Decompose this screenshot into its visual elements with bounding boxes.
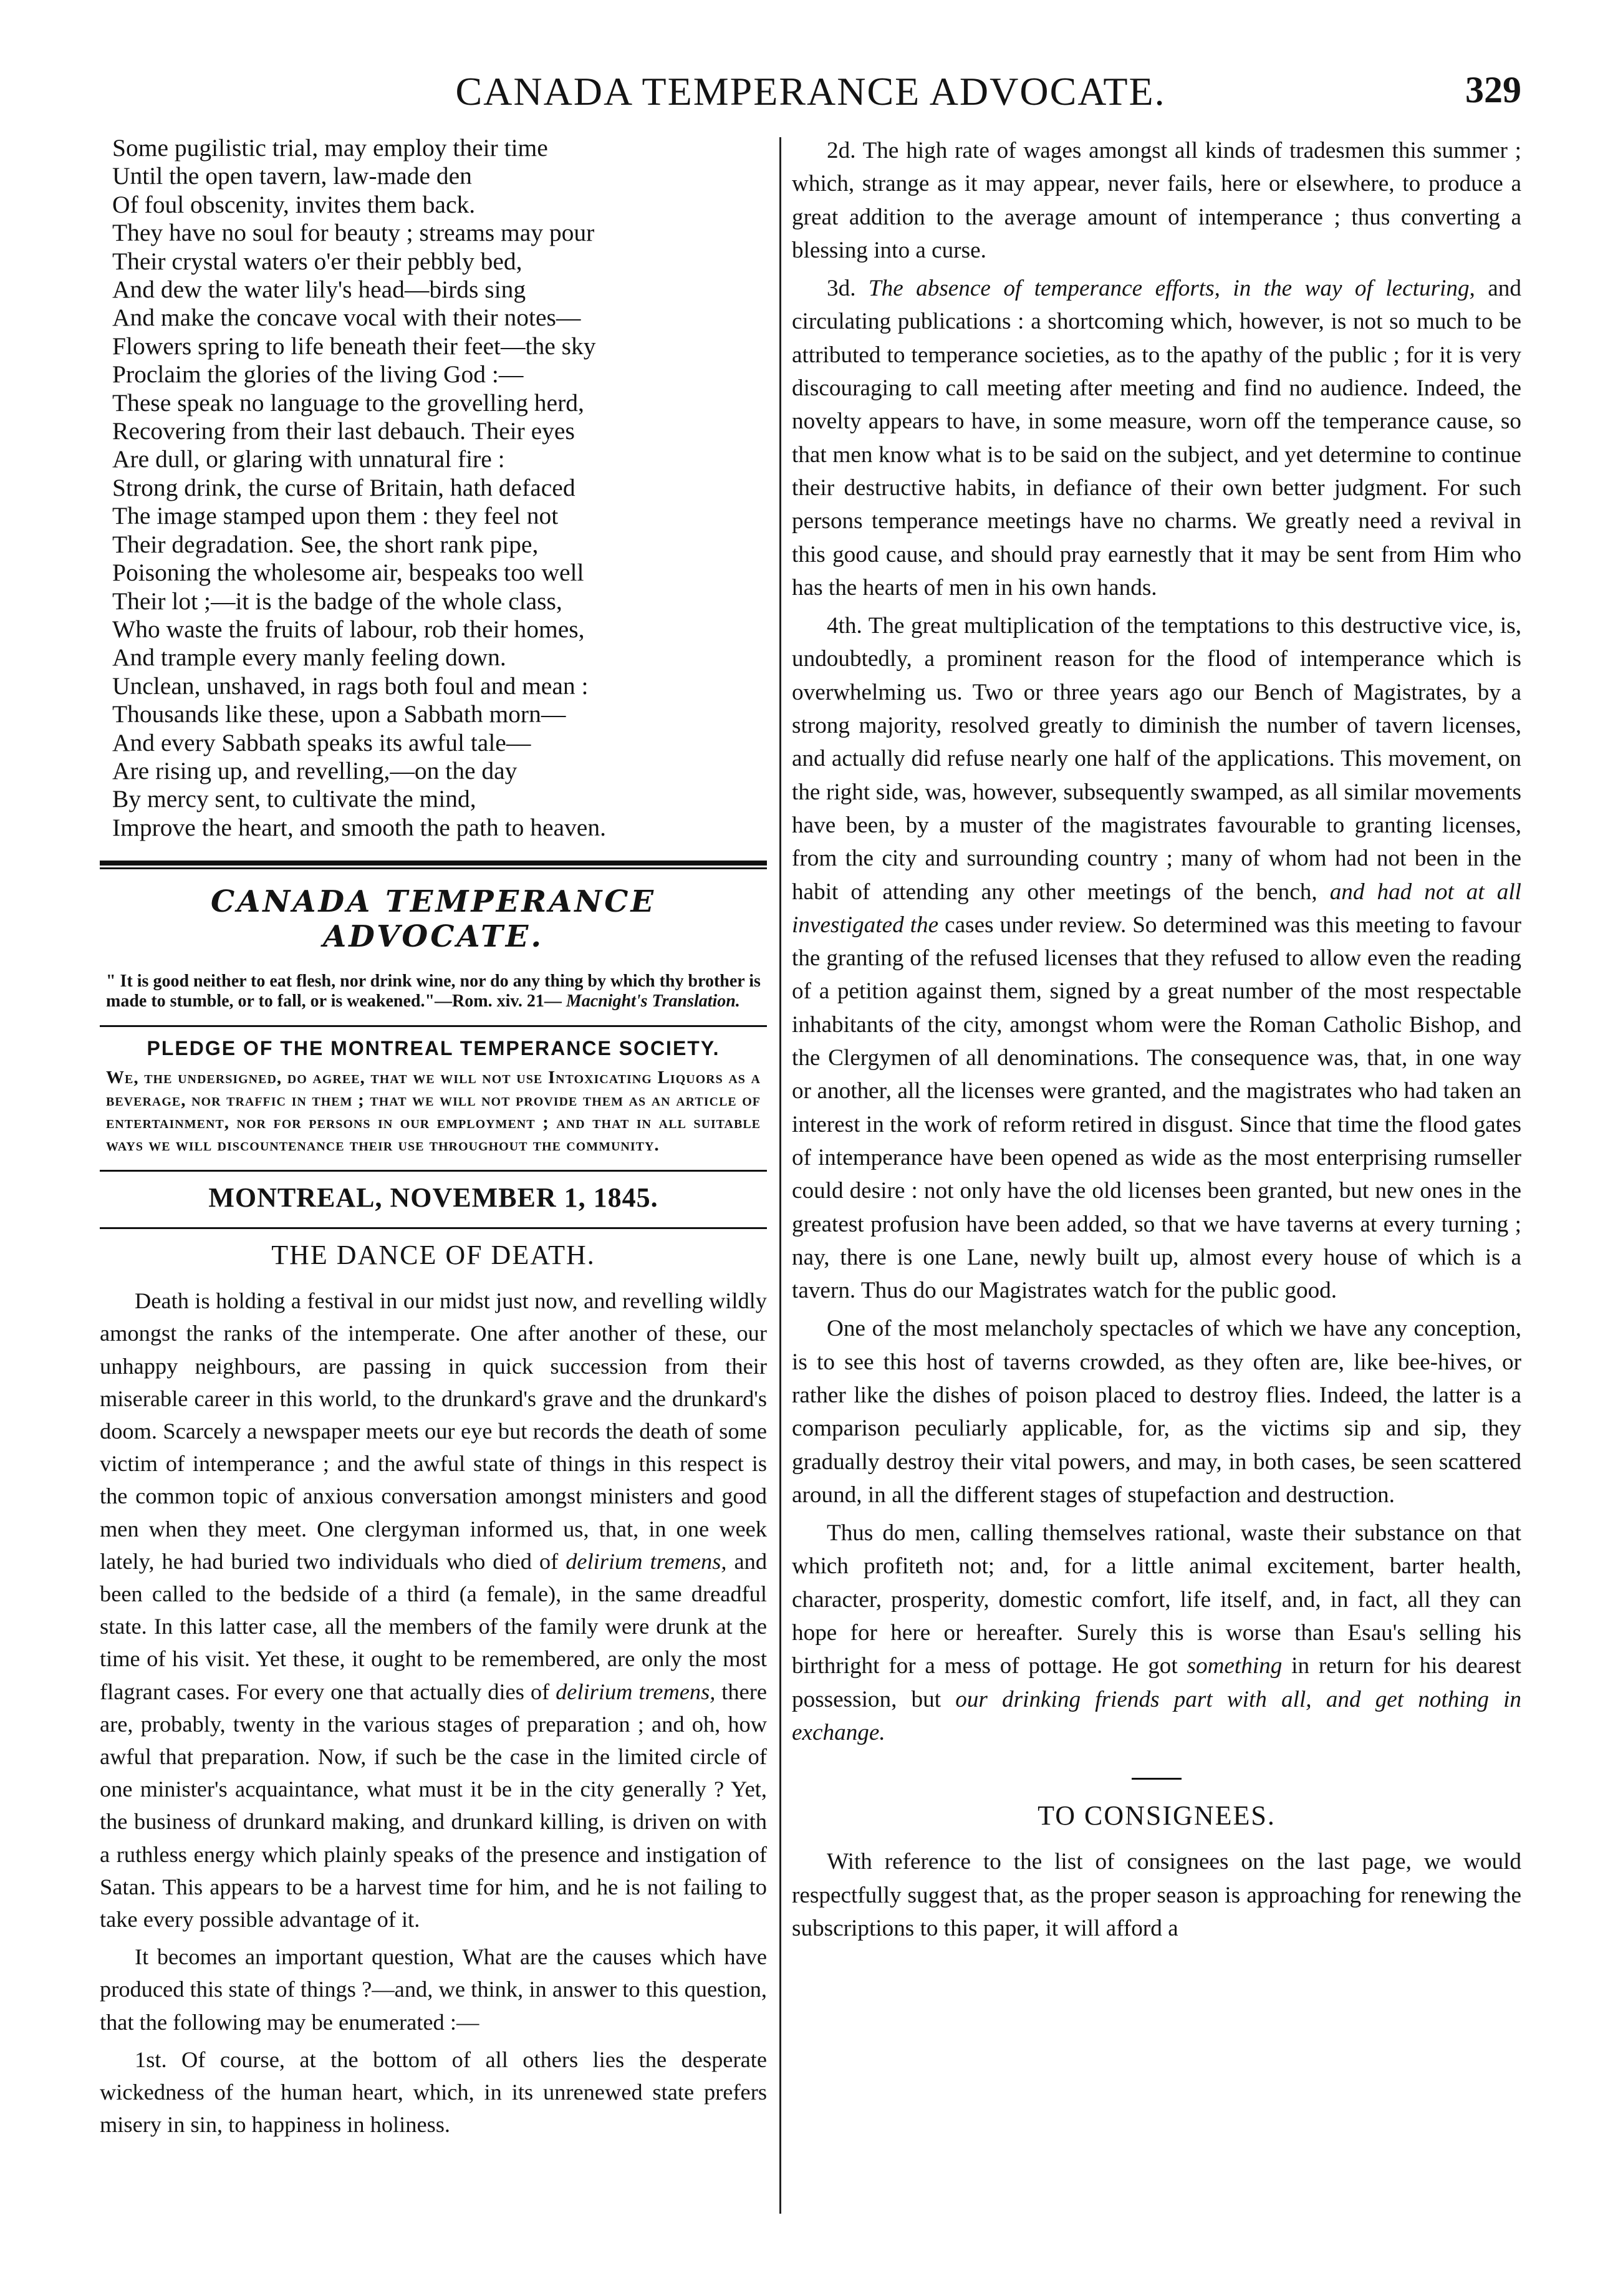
poem-line: Improve the heart, and smooth the path to heaven. <box>112 813 606 841</box>
section-rule <box>100 1025 767 1027</box>
poem-line: Recovering from their last debauch. Their eyes <box>112 417 575 445</box>
motto-text: " It is good neither to eat flesh, nor drink wine, nor do any thing by which thy brother is made to stumble, or to fall, or is weakened."—Rom. xiv. 21— <box>106 972 761 1011</box>
section-rule <box>100 1227 767 1229</box>
running-head <box>100 69 1521 125</box>
pledge-body: We, the undersigned, do agree, that we will not use Intoxicating Liquors as a beverage, nor traffic in them ; that we will not provide them as an article of entertainment, nor for persons in our employment ; and that in all suitable ways we will discountenance their use throughout the community. <box>106 1068 761 1155</box>
page-number: 329 <box>1465 69 1521 110</box>
article-paragraph: 1st. Of course, at the bottom of all others lies the desperate wickedness of the human heart, which, in its unrenewed state prefers misery in sin, to happiness in holiness. <box>100 2047 767 2138</box>
running-title: CANADA TEMPERANCE ADVOCATE. <box>455 69 1166 113</box>
dateline: MONTREAL, NOVEMBER 1, 1845. <box>208 1182 658 1213</box>
poem-line: And make the concave vocal with their notes— <box>112 304 581 332</box>
poem-line: By mercy sent, to cultivate the mind, <box>112 785 476 813</box>
poem-line: And trample every manly feeling down. <box>112 644 506 672</box>
poem-line: And dew the water lily's head—birds sing <box>112 276 526 304</box>
poem-line: Who waste the fruits of labour, rob their homes, <box>112 615 585 643</box>
left-column <box>100 134 767 2217</box>
masthead-motto <box>100 972 767 1011</box>
article-paragraph: 4th. The great multiplication of the temptations to this destructive vice, is, undoubtedly, a prominent reason for the flood of intemperance which is overwhelming us. Two or three years ago our Bench of Magistrates, by a strong majority, resolved greatly to diminish the number of tavern licenses, and actually did refuse nearly one half of the applications. This movement, on the right side, was, however, subsequently swamped, as all similar movements have been, by a muster of the magistrates favourable to granting licenses, from the city and surrounding country ; many of whom had not been in the habit of attending any other meetings of the bench, and had not at all investigated the cases under review. So determined was this meeting to favour the granting of the refused licenses that they refused to allow even the reading of a petition against them, signed by a great number of the most respectable inhabitants of the city, amongst whom were the Roman Catholic Bishop, and the Clergymen of all denominations. The consequence was, that, in one way or another, all the licenses were granted, and the magistrates who had taken an interest in the work of reform retired in disgust. Since that time the flood gates of intemperance have been opened as wide as the most enterprising rumseller could desire : not only have the old licenses been granted, but new ones in the greatest profusion have been added, so that we have taverns at every turning ; nay, there is one Lane, newly built up, almost every house of which is a tavern. Thus do our Magistrates watch for the public good. <box>792 613 1521 1304</box>
poem-line: Their lot ;—it is the badge of the whole class, <box>112 587 562 615</box>
poem <box>100 134 767 842</box>
poem-line: Poisoning the wholesome air, bespeaks too well <box>112 559 584 587</box>
article-body-left <box>100 1285 767 2141</box>
motto-credit: Macnight's Translation. <box>566 991 740 1011</box>
article-paragraph: 3d. The absence of temperance efforts, in the way of lecturing, and circulating publications : a shortcoming which, however, is not so much to be attributed to temperance societies, as to the apathy of the public ; for it is very discouraging to call meeting after meeting and find no audience. Indeed, the novelty appears to have, in some measure, worn off the temperance cause, so that men know what is to be said on the subject, and yet determine to continue their destructive habits, in defiance of their own better judgment. For such persons temperance meetings have no charms. We greatly need a revival in this good cause, and should pray earnestly that it may be sent from Him who has the hearts of men in his own hands. <box>792 276 1521 601</box>
pledge-title: PLEDGE OF THE MONTREAL TEMPERANCE SOCIETY. <box>147 1037 720 1060</box>
poem-line: Some pugilistic trial, may employ their time <box>112 134 548 162</box>
poem-line: Thousands like these, upon a Sabbath morn— <box>112 700 566 728</box>
masthead-title: CANADA TEMPERANCE ADVOCATE. <box>210 884 657 955</box>
poem-line: Flowers spring to life beneath their feet—the sky <box>112 332 596 360</box>
poem-line: Their degradation. See, the short rank pipe, <box>112 530 539 558</box>
article-paragraph: Thus do men, calling themselves rational, waste their substance on that which profiteth not; and, for a little animal excitement, barter health, character, prosperity, domestic comfort, life itself, and, in fact, all they can hope for here or hereafter. Surely this is worse than Esau's selling his birthright for a mess of pottage. He got something in return for his dearest possession, but our drinking friends part with all, and get nothing in exchange. <box>792 1520 1521 1745</box>
consignees-body <box>792 1845 1521 1945</box>
article-paragraph: It becomes an important question, What are the causes which have produced this state of things ?—and, we think, in answer to this question, that the following may be enumerated :— <box>100 1944 767 2035</box>
article-title: THE DANCE OF DEATH. <box>271 1240 595 1271</box>
poem-line: Strong drink, the curse of Britain, hath defaced <box>112 473 575 501</box>
article-paragraph: Death is holding a festival in our midst just now, and revelling wildly amongst the ranks of the intemperate. One after another of these, our unhappy neighbours, are passing in quick succession from their miserable career in this world, to the drunkard's grave and the drunkard's doom. Scarcely a newspaper meets our eye but records the death of some victim of intemperance ; and the awful state of things in this respect is the common topic of anxious conversation amongst ministers and good men when they meet. One clergyman informed us, that, in one week lately, he had buried two individuals who died of delirium tremens, and been called to the bedside of a third (a female), in the same dreadful state. In this latter case, all the members of the family were drunk at the time of his visit. Yet these, it ought to be remembered, are only the most flagrant cases. For every one that actually dies of delirium tremens, there are, probably, twenty in the various stages of preparation ; and oh, how awful that preparation. Now, if such be the case in the limited circle of one minister's acquaintance, what must it be in the city generally ? Yet, the business of drunkard making, and drunkard killing, is driven on with a ruthless energy which plainly speaks of the presence and instigation of Satan. This appears to be a harvest time for him, and he is not failing to take every possible advantage of it. <box>100 1288 767 1932</box>
poem-line: Are dull, or glaring with unnatural fire : <box>112 445 505 473</box>
right-column <box>792 134 1521 2217</box>
section-rule <box>100 861 767 869</box>
poem-line: They have no soul for beauty ; streams may pour <box>112 219 595 247</box>
poem-line: Unclean, unshaved, in rags both foul and mean : <box>112 672 589 700</box>
poem-line: Of foul obscenity, invites them back. <box>112 190 476 218</box>
poem-line: Their crystal waters o'er their pebbly bed, <box>112 247 522 275</box>
poem-line: The image stamped upon them : they feel not <box>112 502 559 530</box>
short-rule <box>1132 1778 1182 1780</box>
poem-line: Until the open tavern, law-made den <box>112 162 472 190</box>
poem-line: These speak no language to the grovelling herd, <box>112 388 584 417</box>
poem-line: Proclaim the glories of the living God :— <box>112 360 524 388</box>
poem-line: And every Sabbath speaks its awful tale— <box>112 728 531 756</box>
consignees-title: TO CONSIGNEES. <box>1038 1800 1276 1831</box>
poem-line: Are rising up, and revelling,—on the day <box>112 756 518 784</box>
article-paragraph: One of the most melancholy spectacles of which we have any conception, is to see this host of taverns crowded, as they often are, like bee-hives, or rather like the dishes of poison placed to destroy flies. Indeed, the latter is a comparison peculiarly applicable, for, as the victims sip and sip, they gradually destroy their vital powers, and may, in both cases, be seen scattered around, in all the different stages of stupefaction and destruction. <box>792 1316 1521 1508</box>
article-paragraph: With reference to the list of consignees on the last page, we would respectfully suggest that, as the proper season is approaching for renewing the subscriptions to this paper, it will afford a <box>792 1849 1521 1941</box>
column-divider <box>779 137 781 2214</box>
article-body-right <box>792 134 1521 1749</box>
section-rule <box>100 1170 767 1172</box>
article-paragraph: 2d. The high rate of wages amongst all kinds of tradesmen this summer ; which, strange as it may appear, never fails, here or elsewhere, to produce a great addition to the average amount of intemperance ; thus converting a blessing into a curse. <box>792 138 1521 263</box>
